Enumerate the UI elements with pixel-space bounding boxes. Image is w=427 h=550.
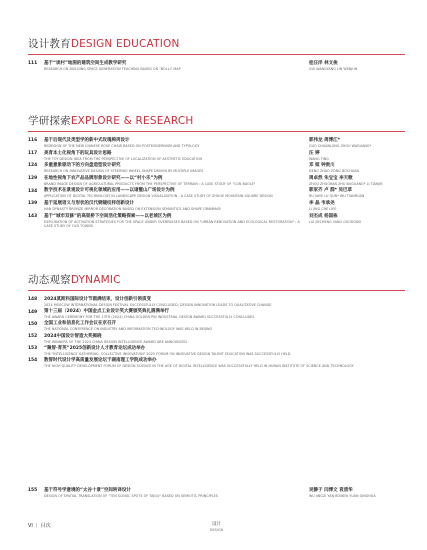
entry-title-en: REDESIGN OF THE NEW CHINESE ROSE CHAIR BASED ON POSTMODERNISM AND TYPOLOGY [44, 144, 200, 148]
toc-entry[interactable] [28, 334, 405, 344]
entry-page-number: 116 [28, 138, 38, 144]
author-names-en: GUI WANGYANG LIN WENJUN [309, 67, 358, 71]
entry-title-block [44, 297, 405, 307]
author-names-en: DENG ZHAO ZONG BOCHUAN [309, 169, 360, 174]
section-dynamic [28, 272, 405, 370]
entry-title-block [44, 346, 405, 356]
toc-entry[interactable] [28, 176, 405, 186]
author-names-zh: 汪 婷 [309, 150, 320, 156]
entry-title-block [44, 163, 305, 173]
entry-title-en: THE HIGH QUALITY DEVELOPMENT FORUM OF DESIGN SCIENCE IN THE AGE OF DIGITAL INTELLIGENCE WAS SUCCESSFULLY HELD IN HUNAN INSTITUTE OF SCIENCE AND TECHNOLOGY [44, 364, 354, 369]
entry-page-number: 143 [28, 213, 38, 219]
page-number: VI [28, 523, 33, 529]
author-names-zh: 吴静子 闫博文 袁清华 [309, 488, 353, 493]
toc-entry[interactable] [28, 151, 405, 161]
author-names-en: LI JING CHE LIEE [309, 206, 337, 211]
entry-title-en: APPLICATION OF DIGITAL TECHNOLOGY IN LANDSCAPE DESIGN VISUALIZATION - A CASE STUDY OF ZHUGE MOUNTAIN SQUARE DESIGN [44, 194, 273, 199]
entry-title-zh: “聚智·育英”2025创新设计人才教育论坛成功举办 [44, 345, 146, 351]
entry-authors [305, 488, 405, 498]
entry-title-en: HAN DYNASTY BRONZE MIRROR DECORATION BASED ON EXTENSION SEMANTICS AND SHAPE GRAMMAR [44, 206, 221, 211]
section-title [28, 36, 405, 55]
entry-title-en: THE TOY DESIGN IDEA FROM THE PERSPECTIVE OF LOCALIZATION OF AESTHETIC EDUCATION [44, 156, 203, 161]
journal-mark [210, 522, 224, 533]
entry-title-en: THE AWARD CEREMONY FOR THE 13TH (2024) CHINA GOLDEN PIN INDUSTRIAL DESIGN AWARD SUCCESSFULLY CONCLUDES [44, 315, 255, 320]
section-title-en: EXPLORE & RESEARCH [70, 115, 194, 127]
author-names-zh: 周卓然 朱宝宝 李天歌 [309, 175, 353, 181]
entry-page-number: 124 [28, 163, 38, 169]
author-names-en: ZHOU ZHUORAN ZHU BUGUANG* LI TIANJIE [309, 181, 383, 186]
author-names-zh: 刘杰成 杨国栋 [309, 213, 338, 219]
entry-title-zh: 基于延展语义与形状的汉代铜镜纹样创新设计 [44, 200, 134, 206]
section-title-en: DYNAMIC [70, 274, 121, 286]
toc-entry[interactable] [28, 346, 405, 356]
entry-page-number: 152 [28, 333, 38, 339]
entry-title-block [44, 138, 305, 148]
toc-entry[interactable] [28, 297, 405, 307]
entry-title-zh: 第十三届（2024）中国金点工业设计奖大赛颁奖典礼圆满举行 [44, 309, 170, 315]
toc-list [28, 488, 405, 498]
entry-title-zh: 数智时代设计学高质量发展论坛于湖南理工学院成功举办 [44, 358, 157, 364]
entry-title-block [44, 176, 305, 186]
entry-title-block [44, 358, 405, 368]
entry-title-en: BRAND IMAGE DESIGN OF AGRICULTURAL PRODUCTS FROM THE PERSPECTIVE OF TERRAIN : A CASE STUDY OF "CUN BAOLE" [44, 181, 256, 186]
toc-list [28, 297, 405, 368]
entry-title-block [44, 61, 305, 71]
entry-title-zh: 基于后现代及类型学的新中式玫瑰椅再设计 [44, 138, 130, 143]
entry-authors [305, 214, 405, 229]
entry-title-zh: 基于“城市双修”的高架桥下空间活化策略探索——以老城区为例 [44, 213, 172, 219]
entry-authors [305, 201, 405, 211]
entry-title-block [44, 201, 305, 211]
section-title [28, 113, 405, 132]
entry-title-en: 2024 MOSCOW INTERNATIONAL DESIGN FESTIVAL SUCCESSFULLY CONCLUDED; DESIGN INNOVATION LEADS TO QUALITATIVE CHANGE [44, 303, 272, 307]
section-explore-research [28, 113, 405, 231]
author-names-en: GUO CHUANLONG ZHOU WAGUANG* [309, 144, 372, 148]
author-names-zh: 邓 姮 钟贵川 [309, 163, 335, 169]
toc-entry[interactable] [28, 201, 405, 211]
entry-title-en: DESIGN OF SPATIAL TRANSLATION OF "TEN SCENIC SPOTS OF TAIGU" BASED ON SEMIOTIC PRINCIPLES [44, 494, 218, 498]
entry-title-en: EXPLORATION OF ACTIVATION STRATEGIES FOR THE SPACE UNDER OVERPASSES BASED ON "URBAN RENOVATION AND ECOLOGICAL RESTORATION" : A CASE STUDY OF OLD TOWNS [44, 219, 300, 228]
entry-page-number: 155 [28, 488, 38, 494]
entry-title-block [44, 214, 305, 229]
entry-page-number: 129 [28, 176, 38, 182]
author-names-en: RU JIAYE LU QUN* WU TIANRUAN [309, 194, 365, 199]
entry-title-en: RESEARCH ON BUILDING SPACE GENERATION TEACHING BASED ON "NOLLI" MAP [44, 67, 181, 71]
entry-title-en: THE NATIONAL CONFERENCE ON INDUSTRY AND INFORMATION TECHNOLOGY WAS HELD IN BEIJING [44, 327, 213, 332]
entry-title-en: THE WINNERS OF THE 2024 CHINA DESIGN INTELLIGENCE AWARD ARE ANNOUNCED [44, 339, 187, 344]
section-design-education [28, 36, 405, 74]
toc-entry[interactable] [28, 321, 405, 331]
entry-title-block [44, 334, 405, 344]
entry-page-number: 153 [28, 346, 38, 352]
entry-title-block [44, 309, 405, 319]
entry-authors [305, 61, 405, 71]
entry-page-number: 150 [28, 321, 38, 327]
toc-entry[interactable] [28, 358, 405, 368]
entry-title-zh: 2024中国设计智造大奖揭晓 [44, 333, 102, 339]
entry-title-zh: 基于“读村”地图的建筑空间生成教学研究 [44, 61, 127, 66]
entry-title-block [44, 151, 305, 161]
entry-title-block [44, 188, 305, 198]
toc-list [28, 138, 405, 228]
entry-title-en: RESEARCH ON INNOVATIVE DESIGN OF STEERING WHEEL SHAPE DRIVEN BY MULTIPLE IMAGES [44, 169, 204, 174]
section-special [28, 482, 405, 501]
author-names-zh: 郭伟龙 周博江* [309, 138, 340, 143]
journal-name-zh: 设计 [212, 522, 221, 527]
entry-title-zh: 全国工业和信息化工作会议在京召开 [44, 321, 116, 327]
entry-title-zh: 2024莫斯科国际设计节圆满结束，设计创新引领质变 [44, 297, 152, 302]
entry-title-zh: 在地性视角下农产品品牌形象设计研究——以“村小乐”为例 [44, 175, 163, 181]
toc-entry[interactable] [28, 214, 405, 229]
entry-page-number: 111 [28, 61, 38, 67]
toc-entry[interactable] [28, 188, 405, 198]
entry-authors [305, 163, 405, 173]
entry-authors [305, 176, 405, 186]
author-names-zh: 桂汪洋 林文俊 [309, 61, 338, 66]
author-names-zh: 郭家齐 卢 群* 吴巴草 [309, 188, 353, 194]
author-names-en: WU JINGZI YAN BOWEN YUAN QINGHUA [309, 494, 376, 498]
contents-label: 目次 [40, 523, 51, 529]
page-footer [28, 522, 405, 536]
entry-authors [305, 151, 405, 161]
entry-title-zh: 数字技术在景观设计可视化领域的应用——以诸暨山广场设计为例 [44, 188, 175, 194]
toc-entry[interactable] [28, 488, 405, 498]
entry-title-block [44, 321, 405, 331]
section-title [28, 272, 405, 291]
entry-title-zh: 基于符号学意境的“太谷十景”空间转译设计 [44, 488, 131, 493]
entry-title-en: THE "INTELLIGENCE GATHERING, COLLECTIVE INNOVATION" 2025 FORUM ON INNOVATIVE DESIGN TALENT EDUCATION WAS SUCCESSFULLY HELD [44, 351, 291, 356]
section-title-zh: 学研探索 [28, 115, 71, 127]
entry-title-zh: 美育本土化视角下的玩具设计思路 [44, 150, 112, 156]
entry-authors [305, 188, 405, 198]
entry-page-number: 139 [28, 201, 38, 207]
author-names-en: LIU JIECHENG YANG GUODONG [309, 219, 362, 224]
author-names-zh: 李 晶 韦承尧 [309, 200, 335, 206]
section-title-en: DESIGN EDUCATION [70, 38, 180, 50]
entry-page-number: 149 [28, 309, 38, 315]
entry-page-number: 154 [28, 358, 38, 364]
journal-name-en: DESIGN [209, 527, 224, 532]
toc-entry[interactable] [28, 138, 405, 148]
entry-authors [305, 138, 405, 148]
toc-entry[interactable] [28, 163, 405, 173]
author-names-en: WANG TING [309, 156, 329, 161]
entry-page-number: 148 [28, 297, 38, 303]
section-title-zh: 设计教育 [28, 38, 71, 50]
entry-title-zh: 多重意象驱动下的方向盘造型设计研究 [44, 163, 121, 169]
toc-entry[interactable] [28, 61, 405, 71]
toc-list [28, 61, 405, 71]
entry-title-block [44, 488, 305, 498]
toc-entry[interactable] [28, 309, 405, 319]
entry-page-number: 134 [28, 188, 38, 194]
entry-page-number: 117 [28, 150, 38, 156]
section-title-zh: 动态观察 [28, 274, 71, 286]
folio: VI | 目次 [28, 523, 51, 529]
